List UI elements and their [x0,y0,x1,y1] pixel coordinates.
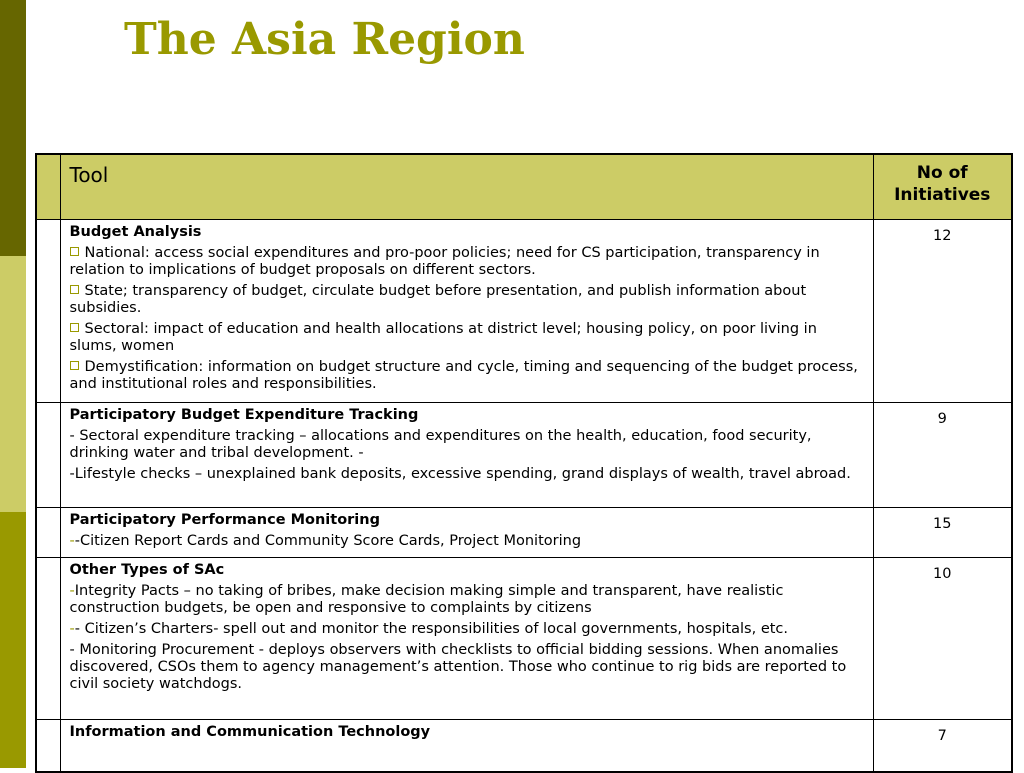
list-item-text: National: access social expenditures and pro-poor policies; need for CS participation, transparency in relation to implications of budget proposals on different sectors. [69,245,820,278]
list-item [70,466,865,483]
list-item-text: - Citizen’s Charters- spell out and monitor the responsibilities of local governments, hospitals, etc. [74,621,789,637]
table-row [36,720,1012,772]
list-item-text: Integrity Pacts – no taking of bribes, make decision making simple and transparent, have realistic construction budgets, be open and responsive to complaints by citizens [69,583,784,616]
list-item [70,245,865,279]
row-count: 15 [873,508,1012,558]
dash-bullet-icon: - [69,533,75,549]
list-item [70,533,865,550]
list-item [70,321,865,355]
row-title: Information and Communication Technology [69,724,431,740]
row-count: 10 [873,558,1012,720]
row-title: Participatory Budget Expenditure Tracking [69,407,419,423]
list-item [70,642,865,693]
table-row [36,220,1012,403]
list-item-text: -Lifestyle checks – unexplained bank deposits, excessive spending, grand displays of wealth, travel abroad. [69,466,851,482]
list-item-text: State; transparency of budget, circulate budget before presentation, and publish information about subsidies. [69,283,807,316]
sidebar-bar-dark [0,0,26,256]
list-item [70,283,865,317]
row-description [60,508,873,558]
table-header-row [36,154,1012,220]
sidebar-bar-light [0,256,26,512]
row-blank-cell [36,508,60,558]
row-count: 7 [873,720,1012,772]
row-description [60,403,873,508]
row-title: Participatory Performance Monitoring [69,512,380,528]
list-item [70,428,865,462]
row-count: 12 [873,220,1012,403]
header-blank-cell [36,154,60,220]
list-item [70,621,865,638]
list-item-text: Demystification: information on budget structure and cycle, timing and sequencing of the budget process, and institutional roles and responsibilities. [69,359,858,392]
row-blank-cell [36,220,60,403]
row-description [60,220,873,403]
slide-title: The Asia Region [124,14,525,65]
square-bullet-icon [70,361,79,370]
row-title: Budget Analysis [69,224,202,240]
dash-bullet-icon: - [69,583,75,599]
sidebar-bar-mid [0,512,26,768]
list-item-text: - Monitoring Procurement - deploys observers with checklists to official bidding sessions. When anomalies discovered, CSOs them to agency management’s attention. Those who continue to rig bids are reported to civil society watchdogs. [69,642,847,692]
table-row [36,403,1012,508]
list-item-text: Sectoral: impact of education and health allocations at district level; housing policy, on poor living in slums, women [69,321,817,354]
table-row [36,558,1012,720]
row-blank-cell [36,720,60,772]
table-row [36,508,1012,558]
square-bullet-icon [70,323,79,332]
row-description [60,720,873,772]
list-item [70,583,865,617]
dash-bullet-icon: - [69,621,75,637]
row-blank-cell [36,558,60,720]
square-bullet-icon [70,285,79,294]
row-title: Other Types of SAc [69,562,225,578]
row-blank-cell [36,403,60,508]
list-item-text: - Sectoral expenditure tracking – allocations and expenditures on the health, education, food security, drinking water and tribal development. - [69,428,812,461]
list-item-text: -Citizen Report Cards and Community Score Cards, Project Monitoring [74,533,582,549]
header-tool: Tool [60,154,873,220]
header-count: No of Initiatives [873,154,1012,220]
square-bullet-icon [70,247,79,256]
list-item [70,359,865,393]
row-description [60,558,873,720]
row-count: 9 [873,403,1012,508]
initiatives-table [35,153,1013,773]
